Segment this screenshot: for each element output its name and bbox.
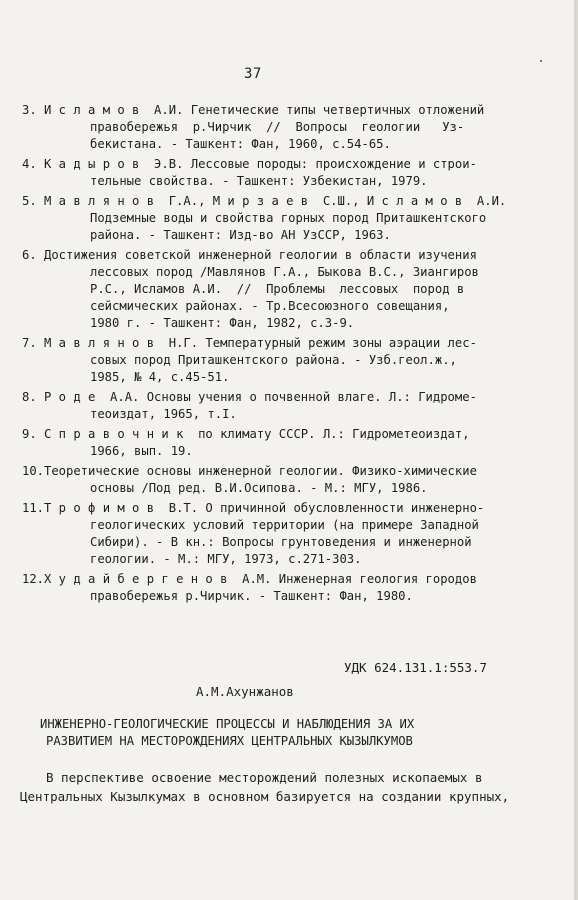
reference-number: 4. bbox=[22, 157, 37, 171]
reference-line: правобережья р.Чирчик. - Ташкент: Фан, 1980. bbox=[90, 589, 413, 603]
reference-line: И с л а м о в А.И. Генетические типы четвертичных отложений bbox=[44, 103, 485, 117]
reference-item bbox=[22, 156, 532, 190]
reference-line: геологии. - М.: МГУ, 1973, с.271-303. bbox=[90, 552, 362, 566]
reference-line: Р о д е А.А. Основы учения о почвенной влаге. Л.: Гидроме- bbox=[44, 390, 477, 404]
reference-number: 7. bbox=[22, 336, 37, 350]
reference-item bbox=[22, 335, 532, 386]
reference-line: геологических условий территории (на примере Западной bbox=[90, 518, 479, 532]
reference-line: лессовых пород /Мавлянов Г.А., Быкова В.С., Зиангиров bbox=[90, 265, 479, 279]
article-author: А.М.Ахунжанов bbox=[196, 684, 294, 699]
reference-line: С п р а в о ч н и к по климату СССР. Л.: Гидрометеоиздат, bbox=[44, 427, 470, 441]
reference-line: М а в л я н о в Г.А., М и р з а е в С.Ш., И с л а м о в А.И. bbox=[44, 194, 507, 208]
reference-item bbox=[22, 193, 532, 244]
reference-line: Р.С., Исламов А.И. // Проблемы лессовых пород в bbox=[90, 282, 465, 296]
article-title-line: РАЗВИТИЕМ НА МЕСТОРОЖДЕНИЯХ ЦЕНТРАЛЬНЫХ КЫЗЫЛКУМОВ bbox=[46, 734, 413, 748]
scan-speck bbox=[540, 60, 542, 62]
reference-line: Т р о ф и м о в В.Т. О причинной обусловленности инженерно- bbox=[44, 501, 485, 515]
reference-line: К а д ы р о в Э.В. Лессовые породы: происхождение и строи- bbox=[44, 157, 477, 171]
reference-line: 1980 г. - Ташкент: Фан, 1982, с.3-9. bbox=[90, 316, 355, 330]
reference-number: 6. bbox=[22, 248, 37, 262]
article-body bbox=[20, 768, 540, 806]
reference-text bbox=[22, 247, 532, 332]
reference-text bbox=[22, 389, 532, 423]
reference-line: тельные свойства. - Ташкент: Узбекистан, 1979. bbox=[90, 174, 428, 188]
reference-list bbox=[22, 102, 532, 608]
reference-item bbox=[22, 463, 532, 497]
article-title-line: ИНЖЕНЕРНО-ГЕОЛОГИЧЕСКИЕ ПРОЦЕССЫ И НАБЛЮДЕНИЯ ЗА ИХ bbox=[40, 717, 415, 731]
reference-line: бекистана. - Ташкент: Фан, 1960, с.54-65. bbox=[90, 137, 391, 151]
reference-line: сейсмических районах. - Тр.Всесоюзного совещания, bbox=[90, 299, 450, 313]
reference-line: совых пород Приташкентского района. - Узб.геол.ж., bbox=[90, 353, 457, 367]
reference-text bbox=[22, 463, 532, 497]
reference-number: 3. bbox=[22, 103, 37, 117]
page-number: 37 bbox=[244, 66, 262, 82]
reference-text bbox=[22, 500, 532, 568]
reference-item bbox=[22, 571, 532, 605]
reference-item bbox=[22, 389, 532, 423]
reference-item bbox=[22, 247, 532, 332]
reference-line: Х у д а й б е р г е н о в А.М. Инженерная геология городов bbox=[44, 572, 477, 586]
reference-item bbox=[22, 500, 532, 568]
reference-line: Теоретические основы инженерной геологии. Физико-химические bbox=[44, 464, 477, 478]
reference-line: Подземные воды и свойства горных пород Приташкентского bbox=[90, 211, 487, 225]
reference-text bbox=[22, 102, 532, 153]
reference-number: 9. bbox=[22, 427, 37, 441]
reference-line: района. - Ташкент: Изд-во АН УзССР, 1963. bbox=[90, 228, 391, 242]
reference-text bbox=[22, 335, 532, 386]
reference-line: правобережья р.Чирчик // Вопросы геологии Уз- bbox=[90, 120, 465, 134]
reference-line: Сибири). - В кн.: Вопросы грунтоведения и инженерной bbox=[90, 535, 472, 549]
reference-text bbox=[22, 193, 532, 244]
reference-number: 11. bbox=[22, 501, 45, 515]
body-line: В перспективе освоение месторождений полезных ископаемых в bbox=[46, 770, 483, 785]
reference-text bbox=[22, 156, 532, 190]
reference-number: 12. bbox=[22, 572, 45, 586]
reference-line: теоиздат, 1965, т.I. bbox=[90, 407, 237, 421]
reference-number: 5. bbox=[22, 194, 37, 208]
body-line: Центральных Кызылкумах в основном базируется на создании крупных, bbox=[20, 789, 510, 804]
reference-item bbox=[22, 102, 532, 153]
reference-line: 1985, № 4, с.45-51. bbox=[90, 370, 230, 384]
udk-code: УДК 624.131.1:553.7 bbox=[344, 660, 487, 675]
reference-number: 10. bbox=[22, 464, 45, 478]
reference-number: 8. bbox=[22, 390, 37, 404]
reference-line: 1966, вып. 19. bbox=[90, 444, 193, 458]
page-edge bbox=[574, 0, 578, 900]
reference-text bbox=[22, 571, 532, 605]
reference-line: М а в л я н о в Н.Г. Температурный режим зоны аэрации лес- bbox=[44, 336, 477, 350]
reference-line: Достижения советской инженерной геологии в области изучения bbox=[44, 248, 477, 262]
reference-item bbox=[22, 426, 532, 460]
article-title bbox=[40, 716, 540, 750]
reference-line: основы /Под ред. В.И.Осипова. - М.: МГУ, 1986. bbox=[90, 481, 428, 495]
reference-text bbox=[22, 426, 532, 460]
